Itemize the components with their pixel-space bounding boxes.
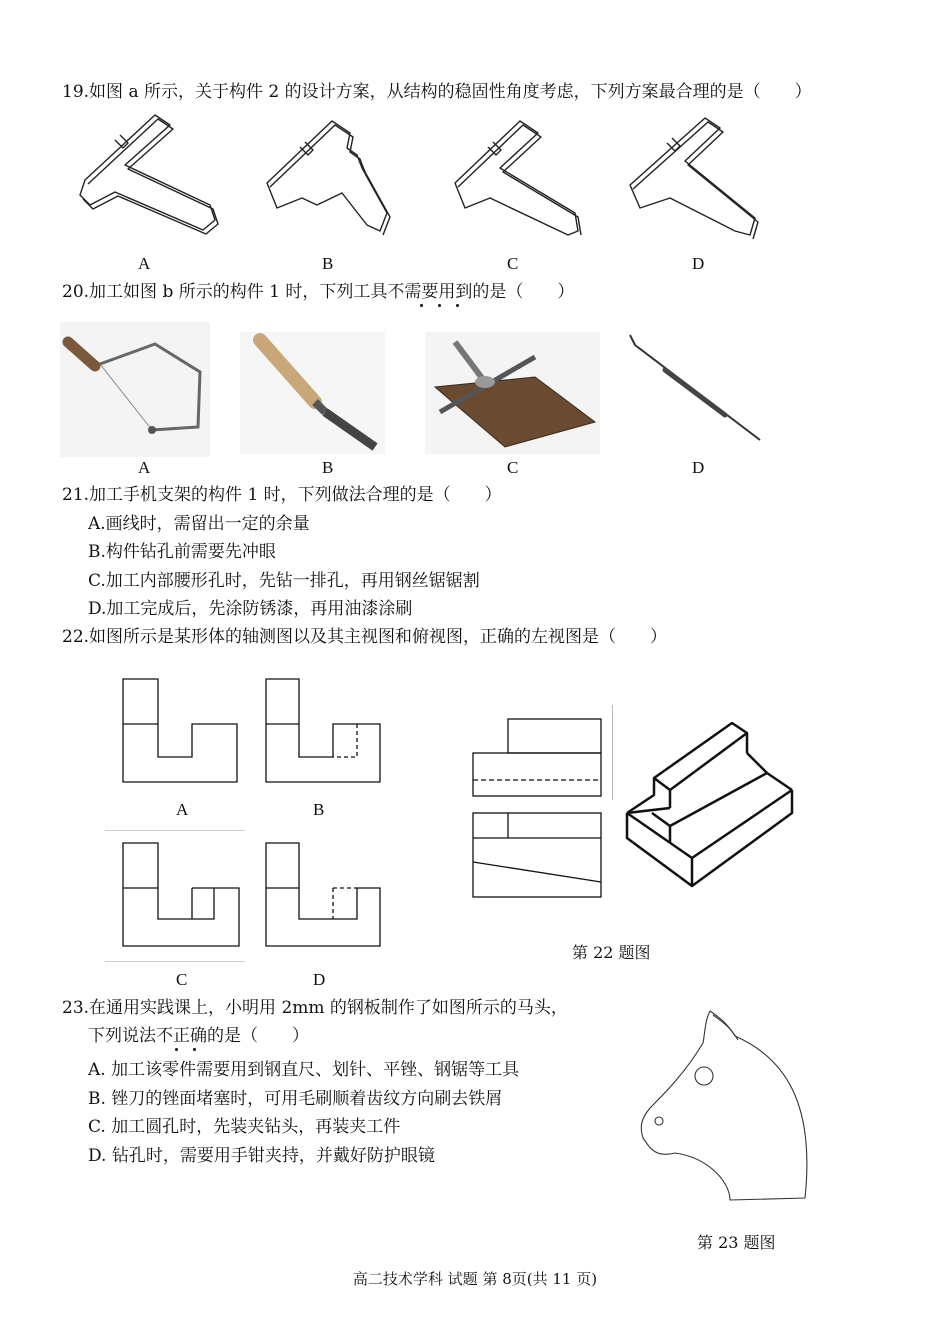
q23-caption: 第 23 题图 xyxy=(697,1233,776,1252)
q23-stem-line2: 下列说法不正确的是（ ） xyxy=(88,1026,309,1046)
scriber-icon xyxy=(625,330,770,445)
q19-option-c-figure xyxy=(450,113,590,243)
emphasis-dot xyxy=(456,304,459,307)
q19-option-d-label: D xyxy=(692,254,705,273)
q21-choice-c: C.加工内部腰形孔时，先钻一排孔，再用钢丝锯锯割 xyxy=(88,571,480,591)
q19-option-b-label: B xyxy=(322,254,334,273)
q21-choice-a: A.画线时，需留出一定的余量 xyxy=(88,514,310,534)
q23-stem-line1: 23.在通用实践课上，小明用 2mm 的钢板制作了如图所示的马头， xyxy=(62,998,568,1018)
q23-choice-d: D. 钻孔时，需要用手钳夹持，并戴好防护眼镜 xyxy=(88,1146,435,1166)
coping-saw-icon xyxy=(60,322,210,457)
q22-isometric-view xyxy=(622,718,800,890)
q22-option-a-figure xyxy=(122,678,240,784)
q19-option-a-figure xyxy=(75,110,220,250)
emphasis-dot xyxy=(438,304,441,307)
divider xyxy=(105,830,245,831)
q19-option-a-label: A xyxy=(138,254,151,273)
q19-option-b-figure xyxy=(262,113,397,243)
q21-choice-b: B.构件钻孔前需要先冲眼 xyxy=(88,542,276,562)
emphasis-dot xyxy=(193,1048,196,1051)
page-footer: 高二技术学科 试题 第 8页(共 11 页) xyxy=(352,1270,598,1288)
q20-option-a-label: A xyxy=(138,458,151,477)
q22-top-view xyxy=(472,812,604,900)
q22-front-view xyxy=(472,718,604,798)
q20-stem: 20.加工如图 b 所示的构件 1 时，下列工具不需要用到的是（ ） xyxy=(62,282,575,302)
divider xyxy=(105,961,245,962)
q22-stem: 22.如图所示是某形体的轴测图以及其主视图和俯视图，正确的左视图是（ ） xyxy=(62,627,668,647)
q19-option-c-label: C xyxy=(507,254,519,273)
q20-option-c-label: C xyxy=(507,458,519,477)
q22-option-b-label: B xyxy=(313,800,325,819)
emphasis-dot xyxy=(420,304,423,307)
q23-choice-c: C. 加工圆孔时，先装夹钻头，再装夹工件 xyxy=(88,1117,401,1137)
q19-option-d-figure xyxy=(625,113,765,245)
q22-option-b-figure xyxy=(265,678,383,784)
q22-option-d-figure xyxy=(265,842,383,948)
q22-option-d-label: D xyxy=(313,970,326,989)
horse-head-figure xyxy=(635,1008,825,1203)
q22-option-a-label: A xyxy=(176,800,189,819)
q21-choice-d: D.加工完成后，先涂防锈漆，再用油漆涂刷 xyxy=(88,599,413,619)
chisel-icon xyxy=(240,332,385,454)
q21-stem: 21.加工手机支架的构件 1 时，下列做法合理的是（ ） xyxy=(62,485,502,505)
q22-option-c-figure xyxy=(122,842,240,948)
q23-choice-a: A. 加工该零件需要用到钢直尺、划针、平锉、钢锯等工具 xyxy=(88,1060,520,1080)
emphasis-dot xyxy=(175,1048,178,1051)
q20-option-d-label: D xyxy=(692,458,705,477)
q19-stem: 19.如图 a 所示，关于构件 2 的设计方案，从结构的稳固性角度考虑，下列方案最合理的是（ ） xyxy=(62,82,812,102)
q23-choice-b: B. 锉刀的锉面堵塞时，可用毛刷顺着齿纹方向刷去铁屑 xyxy=(88,1089,503,1109)
q22-option-c-label: C xyxy=(176,970,188,989)
divider xyxy=(612,705,613,800)
q22-caption: 第 22 题图 xyxy=(572,943,651,962)
q20-option-b-label: B xyxy=(322,458,334,477)
plane-icon xyxy=(425,332,600,454)
